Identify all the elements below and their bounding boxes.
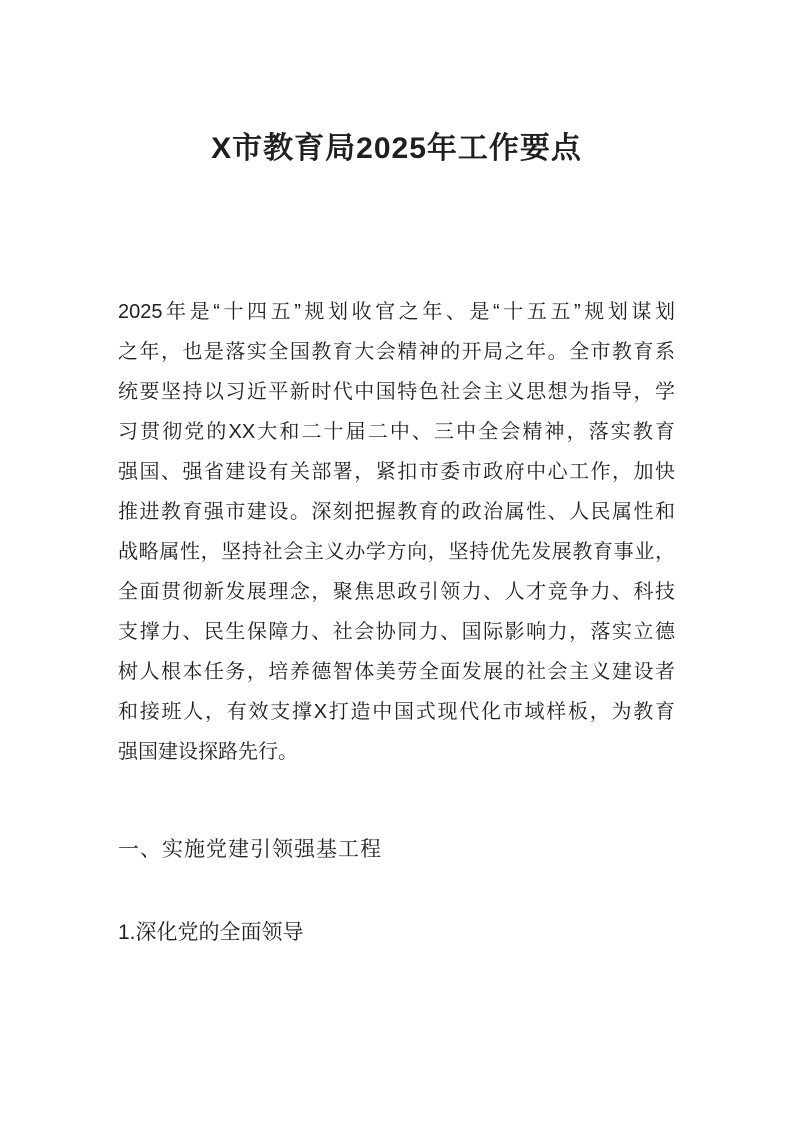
body-line: 树人根本任务，培养德智体美劳全面发展的社会主义建设者 [118,661,675,683]
body-line: 全面贯彻新发展理念，聚焦思政引领力、人才竞争力、科技 [118,581,675,603]
section-heading: 一、实施党建引领强基工程 [118,838,382,861]
document-title: X市教育局2025年工作要点 [211,132,582,165]
body-line: 支撑力、民生保障力、社会协同力、国际影响力，落实立德 [118,621,675,643]
body-line: 习贯彻党的XX大和二十届二中、三中全会精神，落实教育 [118,421,675,443]
body-line: 和接班人，有效支撑X打造中国式现代化市域样板，为教育 [118,701,675,723]
body-line: 统要坚持以习近平新时代中国特色社会主义思想为指导，学 [118,381,675,403]
body-line: 战略属性，坚持社会主义办学方向，坚持优先发展教育事业， [118,541,675,563]
body-line: 推进教育强市建设。深刻把握教育的政治属性、人民属性和 [118,501,675,523]
body-line: 2025年是“十四五”规划收官之年、是“十五五”规划谋划 [118,301,675,323]
body-paragraph [118,292,675,772]
body-line: 之年，也是落实全国教育大会精神的开局之年。全市教育系 [118,341,675,363]
body-line: 强国建设探路先行。 [118,741,298,763]
body-line: 强国、强省建设有关部署，紧扣市委市政府中心工作，加快 [118,461,675,483]
subsection-heading: 1.深化党的全面领导 [118,921,304,944]
